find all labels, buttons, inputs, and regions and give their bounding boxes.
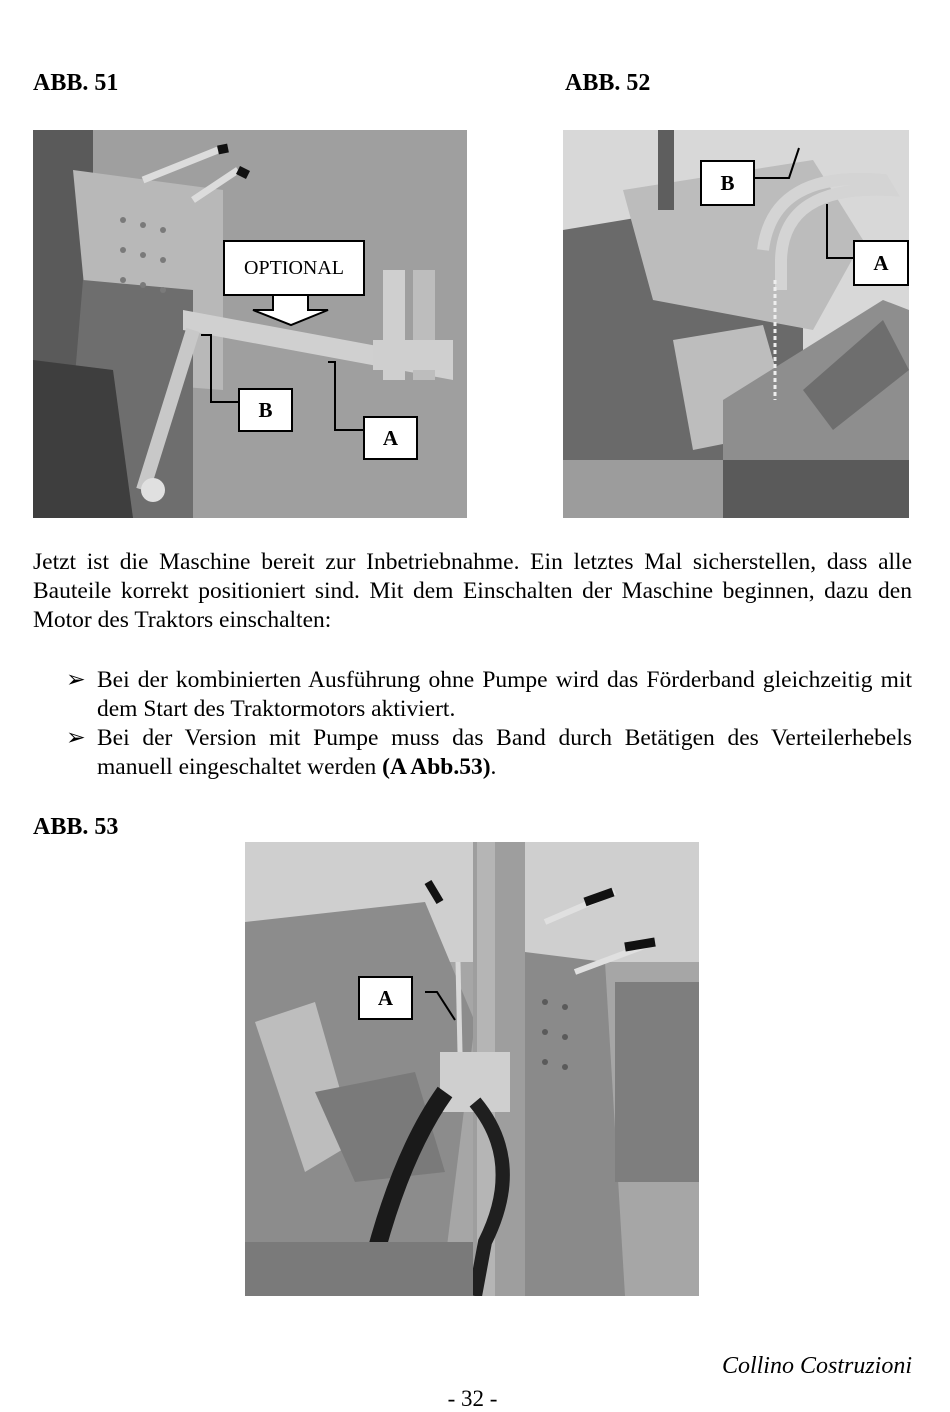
callout-b: B	[700, 160, 755, 206]
body-paragraph: Jetzt ist die Maschine bereit zur Inbetriebnahme. Ein letztes Mal sicherstellen, dass alle Bauteile korrekt positioniert sind. Mit dem Einschalten der Maschine beginnen, dazu den Motor des Traktors einschalten:	[33, 549, 912, 633]
bullet-arrow-icon: ➢	[66, 667, 86, 693]
bullet-text: Bei der kombinierten Ausführung ohne Pumpe wird das Förderband gleichzeitig mit dem Start des Traktormotors aktiviert.	[97, 667, 912, 722]
callout-a: A	[358, 976, 413, 1020]
figure-53-caption: ABB. 53	[33, 814, 119, 840]
callout-b: B	[238, 388, 293, 432]
figure-51-caption: ABB. 51	[33, 70, 119, 96]
figure-53-photo	[245, 842, 699, 1296]
bullet-text-main: Bei der Version mit Pumpe muss das Band durch Betätigen des Verteilerhebels manuell eingeschaltet werden	[97, 725, 912, 780]
figure-52-photo	[563, 130, 909, 518]
bullet-item	[66, 724, 912, 782]
figure-reference: (A Abb.53)	[382, 754, 491, 780]
footer-brand: Collino Costruzioni	[721, 1353, 912, 1379]
callout-optional: OPTIONAL	[223, 240, 365, 296]
figure-51-photo	[33, 130, 467, 518]
bullet-text-end: .	[490, 754, 497, 780]
figure-52-caption: ABB. 52	[565, 70, 651, 96]
callout-a: A	[853, 240, 909, 286]
callout-a: A	[363, 416, 418, 460]
bullet-text	[97, 724, 912, 782]
page-number: - 32 -	[447, 1386, 498, 1411]
bullet-arrow-icon: ➢	[66, 725, 86, 751]
bullet-item	[66, 666, 912, 724]
